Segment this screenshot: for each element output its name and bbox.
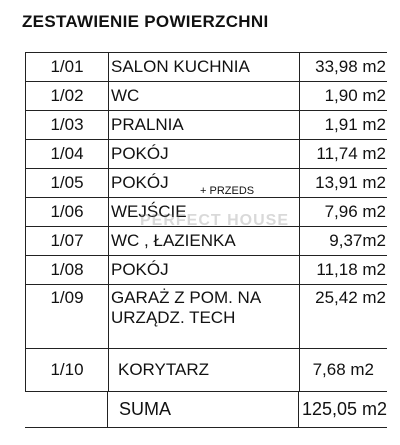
total-label: SUMA — [107, 392, 299, 427]
handwritten-note: + PRZEDS — [200, 185, 255, 197]
total-area: 125,05 m2 — [301, 399, 387, 419]
room-area: 11,74 m2 — [316, 144, 386, 163]
room-number: 1/03 — [26, 111, 109, 139]
room-number: 1/09 — [26, 285, 109, 348]
table-row — [25, 227, 387, 256]
room-area: 1,90 m2 — [324, 86, 386, 105]
room-number: 1/02 — [26, 82, 109, 110]
room-number: 1/07 — [26, 227, 109, 255]
room-name: WC — [108, 82, 300, 110]
room-area: 25,42 m2 — [315, 288, 386, 307]
room-area: 7,96 m2 — [324, 202, 386, 221]
room-name: WC , ŁAZIENKA — [108, 227, 300, 255]
room-name: POKÓJ — [108, 140, 300, 168]
table-row — [25, 82, 387, 111]
total-spacer — [25, 392, 108, 427]
room-name: SALON KUCHNIA — [108, 53, 300, 81]
room-name: PRALNIA — [108, 111, 300, 139]
area-table — [25, 52, 387, 428]
room-name: GARAŻ Z POM. NA URZĄDZ. TECH — [108, 285, 300, 348]
room-number: 1/04 — [26, 140, 109, 168]
room-number: 1/06 — [26, 198, 109, 226]
table-row — [25, 140, 387, 169]
room-number: 1/01 — [26, 53, 109, 81]
room-name: WEJŚCIE — [108, 198, 300, 226]
table-row — [25, 349, 387, 392]
room-area: 11,18 m2 — [316, 260, 386, 279]
table-row — [25, 285, 387, 349]
room-area: 7,68 m2 — [312, 360, 374, 379]
document-title: ZESTAWIENIE POWIERZCHNI — [22, 12, 269, 31]
room-area: 33,98 m2 — [315, 57, 386, 76]
room-area: 13,91 m2 — [315, 173, 386, 192]
watermark: PERFECT HOUSE — [140, 212, 290, 229]
room-area: 1,91 m2 — [324, 115, 386, 134]
room-name: KORYTARZ — [108, 349, 300, 391]
room-number: 1/10 — [26, 349, 109, 391]
table-row — [25, 111, 387, 140]
total-row — [25, 392, 387, 428]
table-row — [25, 256, 387, 285]
room-name: POKÓJ — [108, 169, 300, 197]
room-area: 9,37m2 — [329, 231, 386, 250]
room-name: POKÓJ — [108, 256, 300, 284]
table-row — [25, 198, 387, 227]
table-row — [25, 53, 387, 82]
room-number: 1/08 — [26, 256, 109, 284]
room-number: 1/05 — [26, 169, 109, 197]
